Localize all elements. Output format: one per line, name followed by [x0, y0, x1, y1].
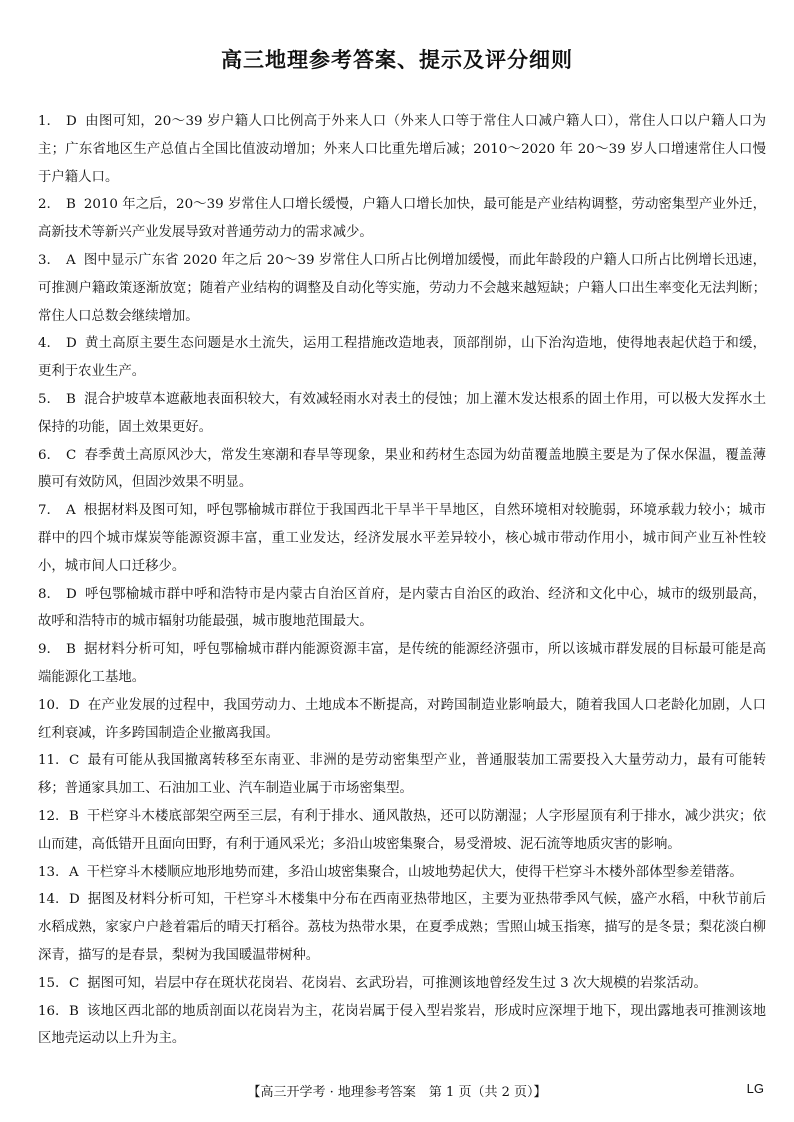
- answer-item-5: [38, 386, 766, 442]
- answer-choice: C: [69, 975, 80, 991]
- explanation-text: 呼包鄂榆城市群中呼和浩特市是内蒙古自治区首府，是内蒙古自治区的政治、经济和文化中心，城市的级别最高，故呼和浩特市的城市辐射功能最强，城市腹地范围最大。: [38, 586, 766, 630]
- footer-code: LG: [746, 1081, 764, 1096]
- explanation-text: 在产业发展的过程中，我国劳动力、土地成本不断提高，对跨国制造业影响最大，随着我国人口老龄化加剧，人口红利衰减，许多跨国制造企业撤离我国。: [38, 697, 766, 741]
- answer-choice: A: [69, 864, 79, 880]
- answer-item-8: [38, 581, 766, 637]
- question-number: 13.: [38, 864, 60, 880]
- explanation-text: 黄土高原主要生态问题是水土流失，运用工程措施改造地表，顶部削峁，山下治沟造地，使得地表起伏趋于和缓，更利于农业生产。: [38, 336, 766, 380]
- question-number: 15.: [38, 975, 60, 991]
- answer-list: [38, 108, 766, 1053]
- explanation-text: 春季黄土高原风沙大，常发生寒潮和春旱等现象，果业和药材生态园为幼苗覆盖地膜主要是为了保水保温，覆盖薄膜可有效防风，但固沙效果不明显。: [38, 447, 766, 491]
- answer-item-4: [38, 330, 766, 386]
- answer-choice: D: [69, 892, 80, 908]
- question-number: 9.: [38, 642, 51, 658]
- question-number: 2.: [38, 197, 51, 213]
- question-number: 8.: [38, 586, 51, 602]
- page-title: 高三地理参考答案、提示及评分细则: [221, 48, 573, 72]
- explanation-text: 干栏穿斗木楼底部架空两至三层，有利于排水、通风散热，还可以防潮湿；人字形屋顶有利于排水，减少洪灾；依山而建，高低错开且面向田野，有利于通风采光；多沿山坡密集聚合，易受滑坡、泥石流等地质灾害的影响。: [38, 808, 766, 852]
- answer-choice: A: [66, 252, 76, 268]
- answer-choice: B: [66, 391, 76, 407]
- explanation-text: 干栏穿斗木楼顺应地形地势而建，多沿山坡密集聚合，山坡地势起伏大，使得干栏穿斗木楼外部体型参差错落。: [86, 864, 743, 880]
- answer-choice: D: [66, 114, 77, 129]
- explanation-text: 最有可能从我国撤离转移至东南亚、非洲的是劳动密集型产业，普通服装加工需要投入大量劳动力，最有可能转移；普通家具加工、石油加工业、汽车制造业属于市场密集型。: [38, 753, 766, 797]
- question-number: 11.: [38, 753, 60, 769]
- answer-item-16: [38, 998, 766, 1054]
- answer-item-6: [38, 442, 766, 498]
- question-number: 10.: [38, 697, 60, 713]
- explanation-text: 由图可知，20～39 岁户籍人口比例高于外来人口（外来人口等于常住人口减户籍人口），常住人口以户籍人口为主；广东省地区生产总值占全国比值波动增加；外来人口比重先增后减；2010～2020 年 20～39 岁人口增速常住人口慢于户籍人口。: [38, 114, 766, 185]
- question-number: 14.: [38, 892, 60, 908]
- answer-item-1: [38, 108, 766, 191]
- answer-choice: D: [66, 586, 77, 602]
- answer-item-9: [38, 636, 766, 692]
- answer-choice: B: [69, 1003, 79, 1019]
- question-number: 3.: [38, 252, 51, 268]
- question-number: 7.: [38, 503, 51, 519]
- answer-item-11: [38, 747, 766, 803]
- explanation-text: 据材料分析可知，呼包鄂榆城市群内能源资源丰富，是传统的能源经济强市，所以该城市群发展的目标最可能是高端能源化工基地。: [38, 642, 766, 685]
- explanation-text: 据图可知，岩层中存在斑状花岗岩、花岗岩、玄武玢岩，可推测该地曾经发生过 3 次大规模的岩浆活动。: [87, 975, 707, 991]
- answer-item-7: [38, 497, 766, 580]
- question-number: 4.: [38, 336, 51, 352]
- answer-item-13: [38, 859, 766, 887]
- answer-choice: B: [66, 642, 76, 658]
- answer-choice: B: [66, 197, 76, 213]
- question-number: 1.: [38, 114, 51, 129]
- answer-item-2: [38, 191, 766, 247]
- explanation-text: 根据材料及图可知，呼包鄂榆城市群位于我国西北干旱半干旱地区，自然环境相对较脆弱，环境承载力较小；城市群中的四个城市煤炭等能源资源丰富，重工业发达，经济发展水平差异较小，核心城市带动作用小，城市间产业互补性较小，城市间人口迁移少。: [38, 503, 766, 574]
- explanation-text: 图中显示广东省 2020 年之后 20～39 岁常住人口所占比例增加缓慢，而此年龄段的户籍人口所占比例增长迅速，可推测户籍政策逐渐放宽；随着产业结构的调整及自动化等实施，劳动力不会越来越短缺；户籍人口出生率变化无法判断；常住人口总数会继续增加。: [38, 252, 766, 324]
- answer-choice: C: [69, 753, 80, 769]
- answer-choice: A: [66, 503, 76, 519]
- question-number: 5.: [38, 391, 51, 407]
- answer-choice: D: [69, 697, 80, 713]
- explanation-text: 2010 年之后，20～39 岁常住人口增长缓慢，户籍人口增长加快，最可能是产业结构调整，劳动密集型产业外迁，高新技术等新兴产业发展导致对普通劳动力的需求减少。: [38, 197, 766, 241]
- question-number: 12.: [38, 808, 60, 824]
- footer-page-info: 【高三开学考 · 地理参考答案 第 1 页（共 2 页）】: [247, 1085, 547, 1100]
- answer-item-14: [38, 886, 766, 969]
- explanation-text: 该地区西北部的地质剖面以花岗岩为主，花岗岩属于侵入型岩浆岩，形成时应深埋于地下，现出露地表可推测该地区地壳运动以上升为主。: [38, 1003, 766, 1047]
- answer-choice: C: [66, 447, 77, 463]
- answer-item-12: [38, 803, 766, 859]
- answer-item-10: [38, 692, 766, 748]
- answer-item-15: [38, 970, 766, 998]
- answer-item-3: [38, 247, 766, 330]
- answer-choice: D: [66, 336, 77, 352]
- explanation-text: 据图及材料分析可知，干栏穿斗木楼集中分布在西南亚热带地区，主要为亚热带季风气候，盛产水稻，中秋节前后水稻成熟，家家户户趁着霜后的晴天打稻谷。荔枝为热带水果，在夏季成熟；雪照山城玉指寒，描写的是冬景；梨花淡白柳深青，描写的是春景，梨树为我国暖温带树种。: [38, 892, 766, 963]
- answer-choice: B: [69, 808, 79, 824]
- question-number: 6.: [38, 447, 51, 463]
- question-number: 16.: [38, 1003, 60, 1019]
- explanation-text: 混合护坡草本遮蔽地表面积较大，有效减轻雨水对表土的侵蚀；加上灌木发达根系的固土作用，可以极大发挥水土保持的功能，固土效果更好。: [38, 391, 766, 435]
